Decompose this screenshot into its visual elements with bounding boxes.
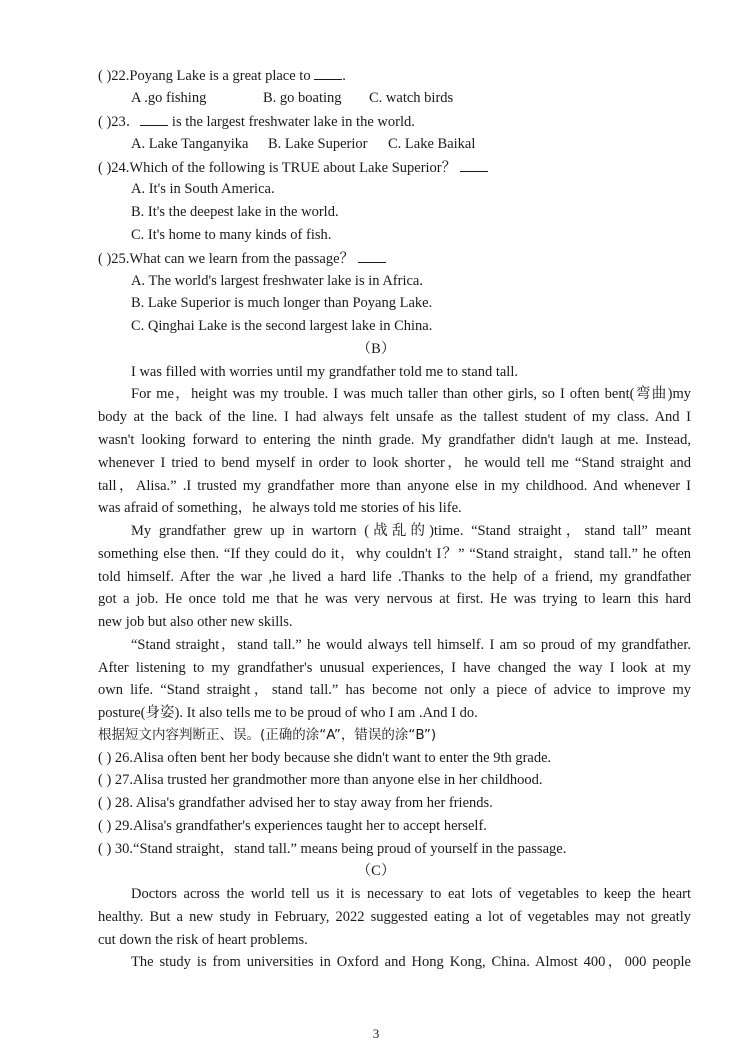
question-24-option-c: C. It's home to many kinds of fish. <box>131 227 332 243</box>
option-a: A. Lake Tanganyika <box>131 136 249 152</box>
passage-line: was afraid of something，he always told me stories of his life. <box>98 500 462 516</box>
question-25-option-b: B. Lake Superior is much longer than Poyang Lake. <box>131 295 433 311</box>
passage-line: own life. “Stand straight，stand tall.” has become not only a piece of advice to improve my <box>98 682 691 698</box>
passage-line: body at the back of the line. I had always felt unsafe as the tallest student of my class. And I <box>98 409 691 425</box>
question-stem: ( )24.Which of the following is TRUE about Lake Superior？ <box>98 160 457 176</box>
option-b: B. Lake Superior <box>268 136 368 152</box>
option-a: A .go fishing <box>131 90 207 106</box>
answer-blank <box>140 112 168 126</box>
tf-question-30: ( ) 30.“Stand straight，stand tall.” means being proud of yourself in the passage. <box>98 841 567 857</box>
answer-blank <box>460 158 488 172</box>
question-25-option-c: C. Qinghai Lake is the second largest lake in China. <box>131 318 433 334</box>
tf-instruction: 根据短文内容判断正、误。(正确的涂“A”，错误的涂“B”) <box>98 727 437 743</box>
section-c-heading: （C） <box>356 863 396 879</box>
question-stem-end: is the largest freshwater lake in the world. <box>168 114 415 130</box>
question-22 <box>98 66 346 85</box>
passage-line: The study is from universities in Oxford and Hong Kong, China. Almost 400，000 people <box>131 954 691 970</box>
tf-question-28: ( ) 28. Alisa's grandfather advised her to stay away from her friends. <box>98 795 493 811</box>
passage-line: new job but also other new skills. <box>98 614 293 630</box>
passage-line: posture(身姿). It also tells me to be proud of who I am .And I do. <box>98 705 478 721</box>
question-24-option-a: A. It's in South America. <box>131 181 275 197</box>
question-stem-end: . <box>342 68 346 84</box>
tf-question-27: ( ) 27.Alisa trusted her grandmother more than anyone else in her childhood. <box>98 772 543 788</box>
passage-line: Doctors across the world tell us it is necessary to eat lots of vegetables to keep the heart <box>131 886 691 902</box>
question-25 <box>98 249 386 268</box>
passage-line: got a job. He once told me that he was very nervous at first. He was trying to learn this hard <box>98 591 691 607</box>
passage-line: tall，Alisa.” .I trusted my grandfather more than anyone else in my childhood. And whenever I <box>98 478 691 494</box>
tf-question-29: ( ) 29.Alisa's grandfather's experiences taught her to accept herself. <box>98 818 487 834</box>
tf-question-26: ( ) 26.Alisa often bent her body because she didn't want to enter the 9th grade. <box>98 750 552 766</box>
answer-blank <box>314 66 342 80</box>
passage-line: wasn't looking forward to entering the ninth grade. My grandfather didn't laugh at me. Instead, <box>98 432 691 448</box>
passage-line: I was filled with worries until my grandfather told me to stand tall. <box>131 364 518 380</box>
question-24-option-b: B. It's the deepest lake in the world. <box>131 204 339 220</box>
question-stem: ( )23． <box>98 114 141 130</box>
question-22-options <box>131 89 453 107</box>
option-b: B. go boating <box>263 90 342 106</box>
question-23-options <box>131 135 475 153</box>
passage-line: For me，height was my trouble. I was much taller than other girls, so I often bent(弯曲)my <box>131 386 691 402</box>
question-25-option-a: A. The world's largest freshwater lake is in Africa. <box>131 273 423 289</box>
section-b-heading: （B） <box>356 341 396 357</box>
answer-blank <box>358 249 386 263</box>
question-stem: ( )25.What can we learn from the passage？ <box>98 251 355 267</box>
passage-line: After listening to my grandfather's unusual experiences, I have changed the way I look at my <box>98 660 691 676</box>
option-c: C. watch birds <box>369 90 454 106</box>
passage-line: cut down the risk of heart problems. <box>98 932 308 948</box>
question-stem: ( )22.Poyang Lake is a great place to <box>98 68 311 84</box>
passage-line: something else then. “If they could do it，why couldn't I？” “Stand straight，stand tall.” he often <box>98 546 691 562</box>
passage-line: My grandfather grew up in wartorn (战乱的)time. “Stand straight，stand tall” meant <box>131 523 691 539</box>
passage-line: healthy. But a new study in February, 2022 suggested eating a lot of vegetables may not greatly <box>98 909 691 925</box>
passage-line: told himself. After the war ,he lived a hard life .Thanks to the help of a friend, my grandfather <box>98 569 691 585</box>
question-24 <box>98 158 488 177</box>
passage-line: “Stand straight，stand tall.” he would always tell himself. I am so proud of my grandfather. <box>131 637 691 653</box>
question-23 <box>98 112 415 131</box>
page-number: 3 <box>372 1026 380 1041</box>
passage-line: whenever I tried to bend myself in order to look shorter，he would tell me “Stand straight and <box>98 455 691 471</box>
option-c: C. Lake Baikal <box>388 136 476 152</box>
